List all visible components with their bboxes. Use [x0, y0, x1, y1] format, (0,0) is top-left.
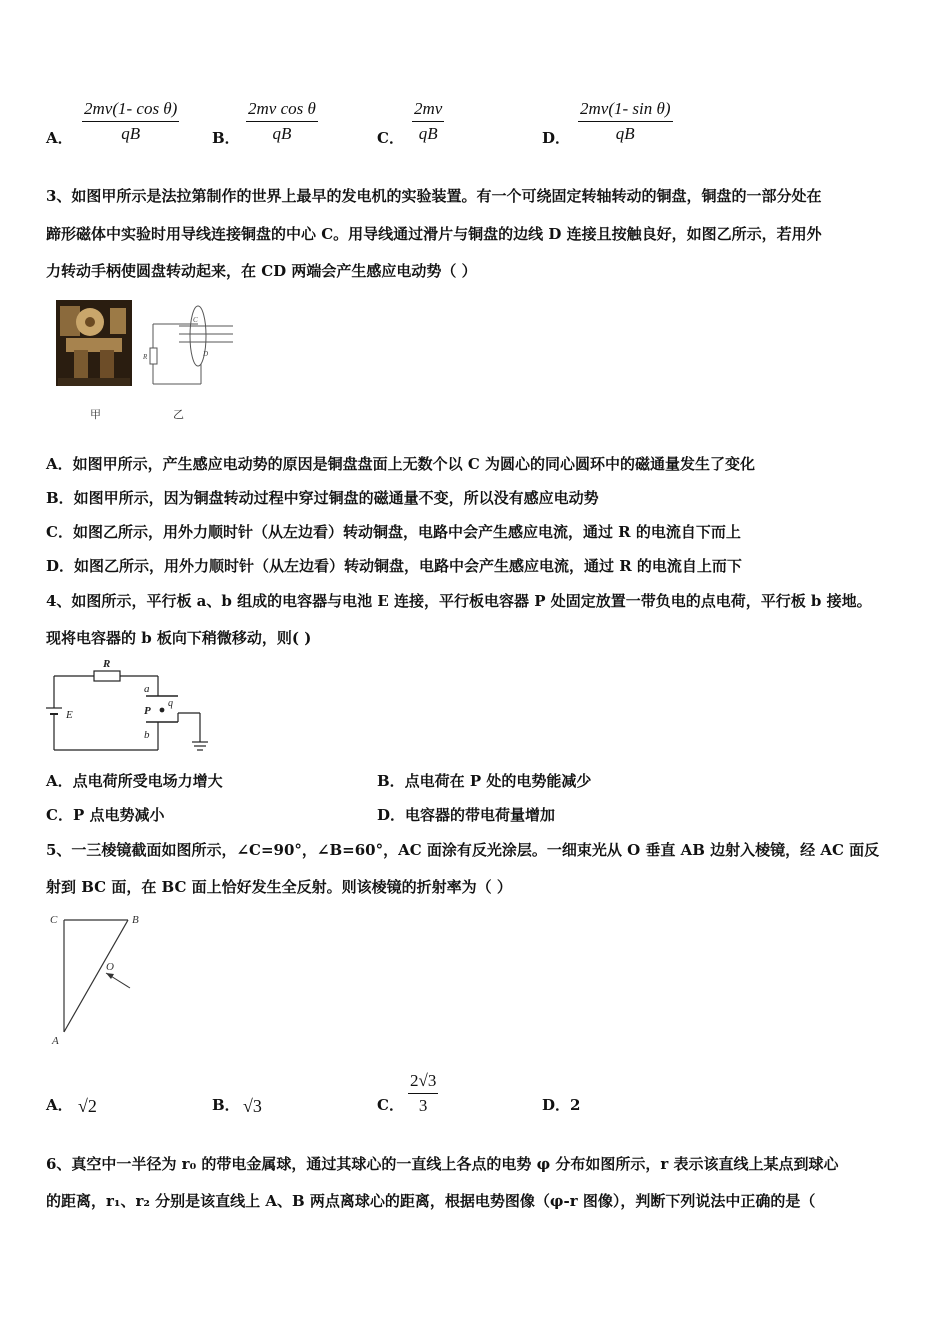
q5-option-b-label: B．: [212, 1096, 240, 1114]
q2-option-c-numerator: 2mv: [414, 99, 443, 118]
q4-circuit-diagram: [40, 656, 216, 758]
q3-fig-label-r: R: [143, 353, 148, 361]
q3-figure-jia-photo: [56, 300, 132, 386]
q5-option-d-label: D．: [542, 1096, 571, 1114]
q4-fig-label-b: b: [144, 729, 150, 741]
q3-fig-label-c: C: [193, 316, 198, 324]
q6-stem-line-2: 的距离，r₁、r₂ 分别是该直线上 A、B 两点离球心的距离，根据电势图像（φ-r 图像），判断下列说法中正确的是（: [46, 1192, 816, 1210]
q5-option-c-label: C．: [377, 1096, 404, 1114]
q2-option-d-denominator: qB: [615, 124, 635, 143]
q2-option-a-denominator: qB: [121, 124, 141, 143]
q4-fig-label-q: q: [168, 698, 173, 709]
q4-option-c: C．P 点电势减小: [46, 806, 165, 824]
q3-stem-line-2: 蹄形磁体中实验时用导线连接铜盘的中心 C。用导线通过滑片与铜盘的边线 D 连接且按触良好，如图乙所示，若用外: [46, 225, 822, 243]
q2-option-d-fraction: [578, 98, 673, 145]
q5-option-a-label: A．: [46, 1096, 73, 1114]
q3-option-d: D．如图乙所示，用外力顺时针（从左边看）转动铜盘，电路中会产生感应电流，通过 R 的电流自上而下: [46, 557, 742, 575]
q5-stem-line-2: 射到 BC 面，在 BC 面上恰好发生全反射。则该棱镜的折射率为（ ）: [46, 878, 512, 896]
q3-caption-jia: 甲: [90, 408, 101, 421]
q5-fig-label-a: A: [52, 1035, 59, 1047]
q4-fig-label-a: a: [144, 683, 150, 695]
q2-option-a-fraction: [82, 98, 179, 145]
q4-option-d: D．电容器的带电荷量增加: [377, 806, 556, 824]
q4-option-a: A．点电荷所受电场力增大: [46, 772, 223, 790]
q5-stem-line-1: 5、一三棱镜截面如图所示，∠C=90°，∠B=60°，AC 面涂有反光涂层。一细束光从 O 垂直 AB 边射入棱镜，经 AC 面反: [46, 841, 880, 859]
q5-fig-label-b: B: [132, 914, 139, 926]
q4-fig-label-e: E: [66, 709, 73, 721]
q5-option-d-value: 2: [570, 1096, 581, 1114]
q4-stem-line-1: 4、如图所示，平行板 a、b 组成的电容器与电池 E 连接，平行板电容器 P 处固定放置一带负电的点电荷，平行板 b 接地。: [46, 592, 872, 610]
q2-option-b-denominator: qB: [272, 124, 292, 143]
q5-option-a-value: √2: [78, 1096, 97, 1116]
q5-option-c-denominator: 3: [418, 1096, 428, 1115]
q3-option-a: A．如图甲所示，产生感应电动势的原因是铜盘盘面上无数个以 C 为圆心的同心圆环中的磁通量发生了变化: [46, 455, 756, 473]
q3-stem-line-3: 力转动手柄使圆盘转动起来，在 CD 两端会产生感应电动势（ ）: [46, 262, 477, 280]
q2-option-b-label: B．: [212, 129, 240, 147]
q5-fig-label-o: O: [106, 961, 114, 973]
q3-option-b: B．如图甲所示，因为铜盘转动过程中穿过铜盘的磁通量不变，所以没有感应电动势: [46, 489, 599, 507]
q2-option-d-label: D．: [542, 129, 571, 147]
q5-fig-label-c: C: [50, 914, 58, 926]
q2-option-d-numerator: 2mv(1- sin θ): [580, 99, 671, 118]
q3-figure-yi-diagram: [143, 298, 235, 388]
q6-stem-line-1: 6、真空中一半径为 r₀ 的带电金属球，通过其球心的一直线上各点的电势 φ 分布如图所示，r 表示该直线上某点到球心: [46, 1155, 839, 1173]
q5-option-b-value: √3: [243, 1096, 262, 1116]
q2-option-c-denominator: qB: [418, 124, 438, 143]
q2-option-b-numerator: 2mv cos θ: [248, 99, 316, 118]
q4-fig-label-r: R: [103, 658, 111, 670]
q3-stem-line-1: 3、如图甲所示是法拉第制作的世界上最早的发电机的实验装置。有一个可绕固定转轴转动的铜盘，铜盘的一部分处在: [46, 187, 822, 205]
q5-option-c-fraction: [408, 1070, 438, 1117]
q3-fig-label-d: D: [203, 350, 209, 358]
q5-option-c-numerator: 2√3: [410, 1071, 437, 1090]
q3-caption-yi: 乙: [173, 408, 184, 421]
q5-prism-diagram: [44, 906, 152, 1050]
q2-option-c-label: C．: [377, 129, 404, 147]
q3-option-c: C．如图乙所示，用外力顺时针（从左边看）转动铜盘，电路中会产生感应电流，通过 R 的电流自下而上: [46, 523, 741, 541]
q4-fig-label-p: P: [144, 705, 151, 717]
q2-option-a-numerator: 2mv(1- cos θ): [84, 99, 178, 118]
q2-option-b-fraction: [246, 98, 318, 145]
q4-option-b: B．点电荷在 P 处的电势能减少: [377, 772, 592, 790]
q4-stem-line-2: 现将电容器的 b 板向下稍微移动，则( ): [46, 629, 312, 647]
q2-option-c-fraction: [412, 98, 444, 145]
q2-option-a-label: A．: [46, 129, 73, 147]
